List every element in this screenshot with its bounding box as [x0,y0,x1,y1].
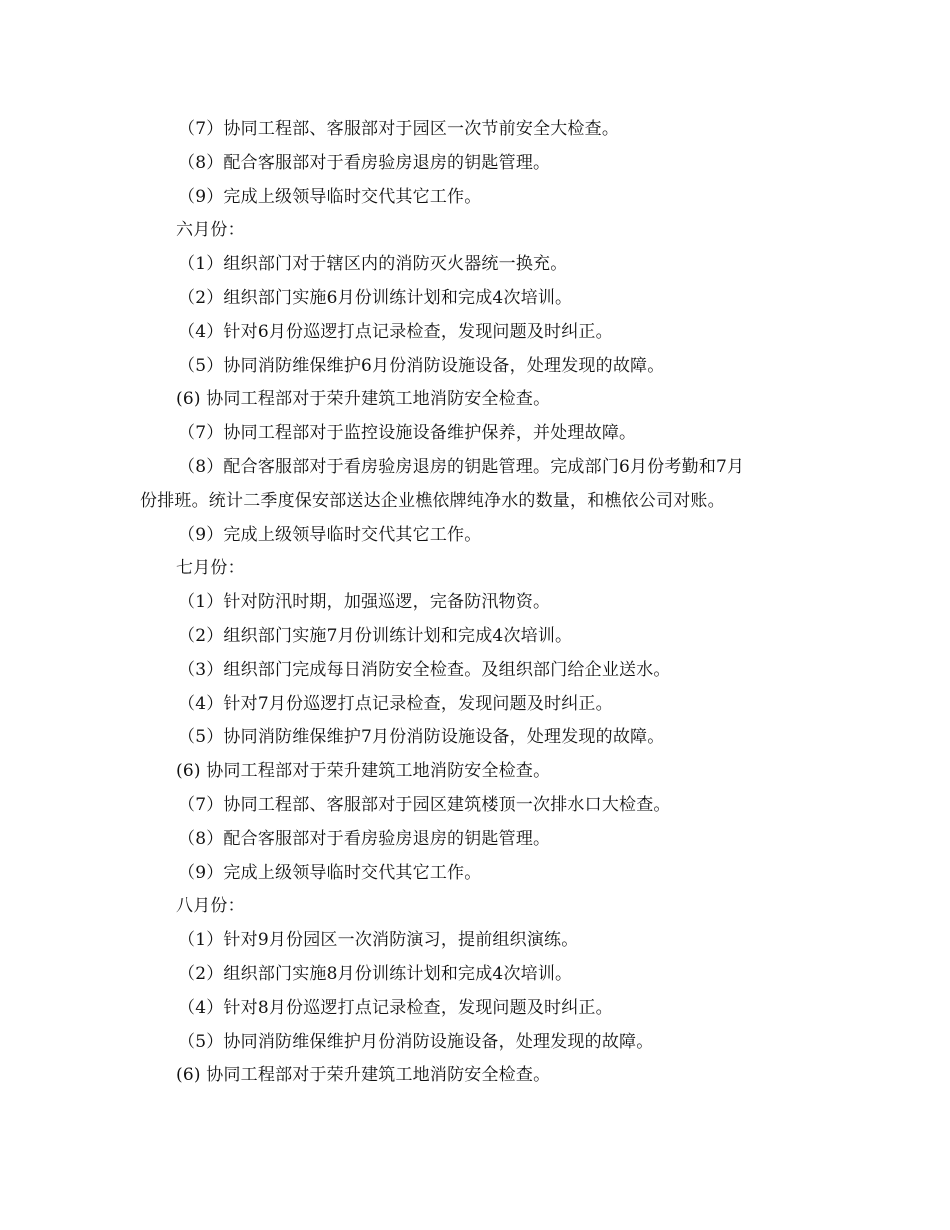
list-item: (6) 协同工程部对于荣升建筑工地消防安全检查。 [176,761,551,782]
list-item: （7）协同工程部、客服部对于园区建筑楼顶一次排水口大检查。 [178,794,671,815]
list-item: （9）完成上级领导临时交代其它工作。 [178,862,482,883]
list-item: （3）组织部门完成每日消防安全检查。及组织部门给企业送水。 [178,659,671,680]
list-item: （8）配合客服部对于看房验房退房的钥匙管理。完成部门6月份考勤和7月 [178,456,745,477]
list-item: (6) 协同工程部对于荣升建筑工地消防安全检查。 [176,1065,551,1086]
list-item: （8）配合客服部对于看房验房退房的钥匙管理。 [178,152,551,173]
list-item: （4）针对6月份巡逻打点记录检查，发现问题及时纠正。 [178,321,613,342]
list-item: （4）针对8月份巡逻打点记录检查，发现问题及时纠正。 [178,997,613,1018]
list-item-continuation: 份排班。统计二季度保安部送达企业樵依牌纯净水的数量，和樵依公司对账。 [140,490,725,511]
list-item: （1）针对防汛时期，加强巡逻，完备防汛物资。 [178,592,551,613]
list-item: （2）组织部门实施7月份训练计划和完成4次培训。 [178,625,573,646]
list-item: （7）协同工程部、客服部对于园区一次节前安全大检查。 [178,119,620,139]
month-heading: 七月份： [176,558,245,579]
list-item: （1）组织部门对于辖区内的消防灭火器统一换充。 [178,254,568,275]
list-item: (6) 协同工程部对于荣升建筑工地消防安全检查。 [176,389,551,410]
list-item: （9）完成上级领导临时交代其它工作。 [178,186,482,207]
month-heading: 六月份： [176,220,245,241]
list-item: （2）组织部门实施6月份训练计划和完成4次培训。 [178,287,573,308]
list-item: （1）针对9月份园区一次消防演习，提前组织演练。 [178,930,579,951]
list-item: （2）组织部门实施8月份训练计划和完成4次培训。 [178,963,573,984]
list-item: （4）针对7月份巡逻打点记录检查，发现问题及时纠正。 [178,693,613,714]
list-item: （5）协同消防维保维护月份消防设施设备，处理发现的故障。 [178,1031,654,1052]
list-item: （8）配合客服部对于看房验房退房的钥匙管理。 [178,828,551,849]
document-body [140,113,820,1093]
list-item: （9）完成上级领导临时交代其它工作。 [178,524,482,545]
month-heading: 八月份： [176,896,245,917]
list-item: （5）协同消防维保维护7月份消防设施设备，处理发现的故障。 [178,727,665,748]
list-item: （7）协同工程部对于监控设施设备维护保养，并处理故障。 [178,423,637,444]
list-item: （5）协同消防维保维护6月份消防设施设备，处理发现的故障。 [178,355,665,376]
